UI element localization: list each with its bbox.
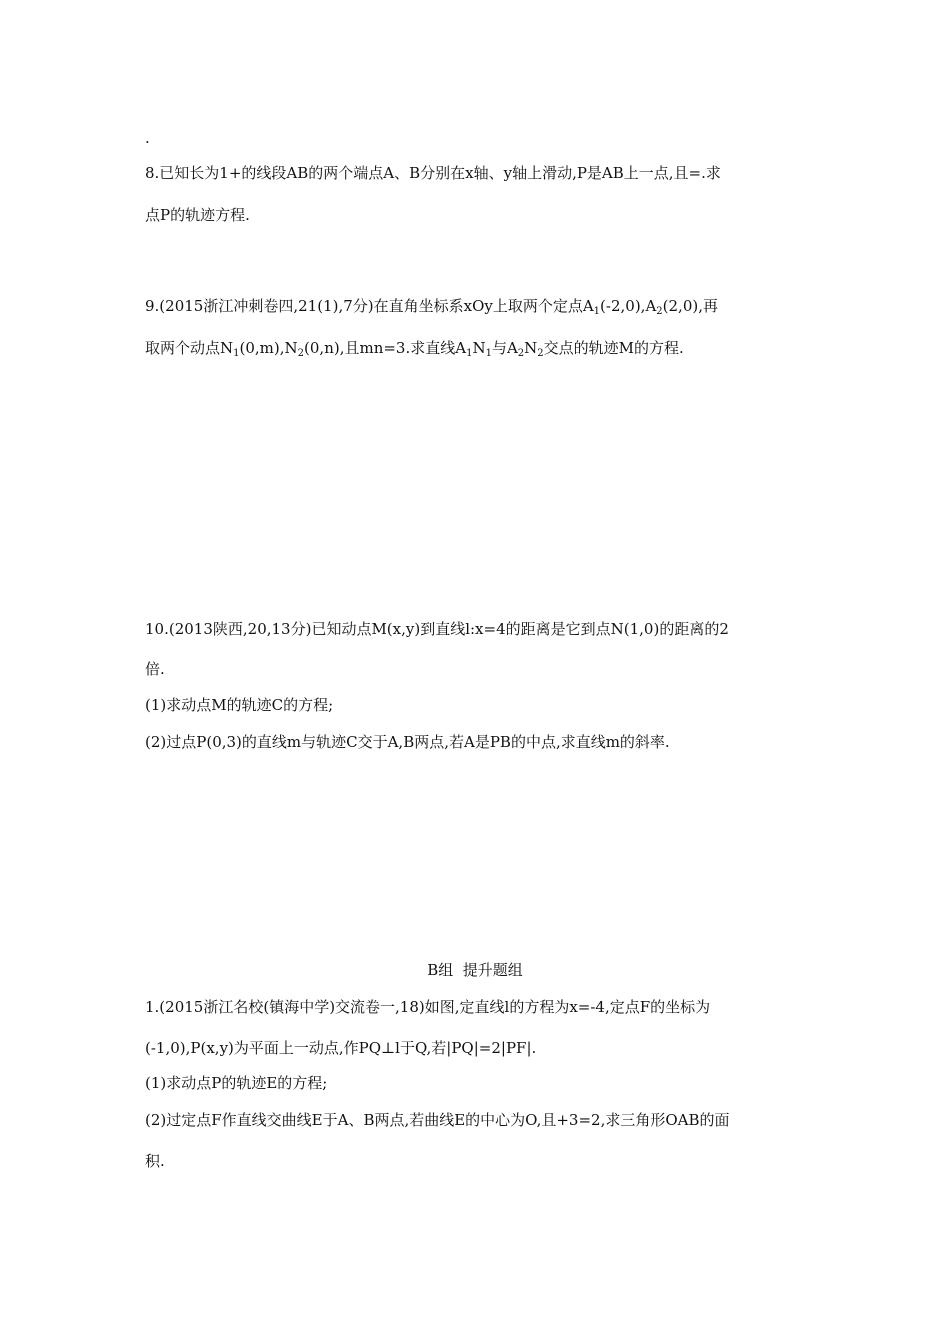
q9-text: (0,m),N bbox=[239, 339, 298, 357]
q9-subscript: 1 bbox=[485, 348, 492, 359]
question-b1-part-2-line-1: (2)过定点F作直线交曲线E于A、B两点,若曲线E的中心为O,且+3=2,求三角形OAB的面 bbox=[145, 1111, 730, 1129]
question-b1-line-2: (-1,0),P(x,y)为平面上一动点,作PQ⊥l于Q,若|PQ|=2|PF|. bbox=[145, 1039, 537, 1057]
question-10-part-2: (2)过点P(0,3)的直线m与轨迹C交于A,B两点,若A是PB的中点,求直线m的斜率. bbox=[145, 733, 670, 751]
q9-subscript: 2 bbox=[297, 348, 305, 359]
q9-text: 与A bbox=[491, 339, 518, 357]
q9-subscript: 1 bbox=[233, 348, 240, 359]
question-8-line-2: 点P的轨迹方程. bbox=[145, 206, 250, 224]
q9-text: N bbox=[472, 339, 486, 357]
question-9-line-2 bbox=[145, 338, 684, 358]
question-b1-part-1: (1)求动点P的轨迹E的方程; bbox=[145, 1074, 328, 1092]
question-10-line-1: 10.(2013陕西,20,13分)已知动点M(x,y)到直线l:x=4的距离是它到点N(1,0)的距离的2 bbox=[145, 620, 729, 638]
q9-text: 取两个动点N bbox=[145, 339, 234, 357]
q9-text: (-2,0),A bbox=[600, 297, 657, 315]
q9-subscript: 2 bbox=[517, 348, 525, 359]
q9-subscript: 2 bbox=[537, 348, 544, 359]
lead-dot: . bbox=[145, 129, 150, 147]
q9-subscript: 1 bbox=[593, 306, 601, 317]
q9-text: 9.(2015浙江冲刺卷四,21(1),7分)在直角坐标系xOy上取两个定点A bbox=[145, 297, 594, 315]
q9-text: (2,0),再 bbox=[662, 297, 718, 315]
q9-text: N bbox=[524, 339, 538, 357]
q9-subscript: 1 bbox=[466, 348, 473, 359]
question-10-line-2: 倍. bbox=[145, 660, 165, 678]
question-8-line-1: 8.已知长为1+的线段AB的两个端点A、B分别在x轴、y轴上滑动,P是AB上一点,且=.求 bbox=[145, 164, 721, 182]
question-10-part-1: (1)求动点M的轨迹C的方程; bbox=[145, 696, 334, 714]
question-b1-part-2-line-2: 积. bbox=[145, 1152, 165, 1170]
q9-text: (0,n),且mn=3.求直线A bbox=[304, 339, 467, 357]
question-9-line-1 bbox=[145, 296, 718, 316]
section-b-title: B组 提升题组 bbox=[427, 961, 523, 979]
q9-subscript: 2 bbox=[656, 306, 663, 317]
question-b1-line-1: 1.(2015浙江名校(镇海中学)交流卷一,18)如图,定直线l的方程为x=-4,定点F的坐标为 bbox=[145, 998, 711, 1016]
q9-text: 交点的轨迹M的方程. bbox=[543, 339, 684, 357]
